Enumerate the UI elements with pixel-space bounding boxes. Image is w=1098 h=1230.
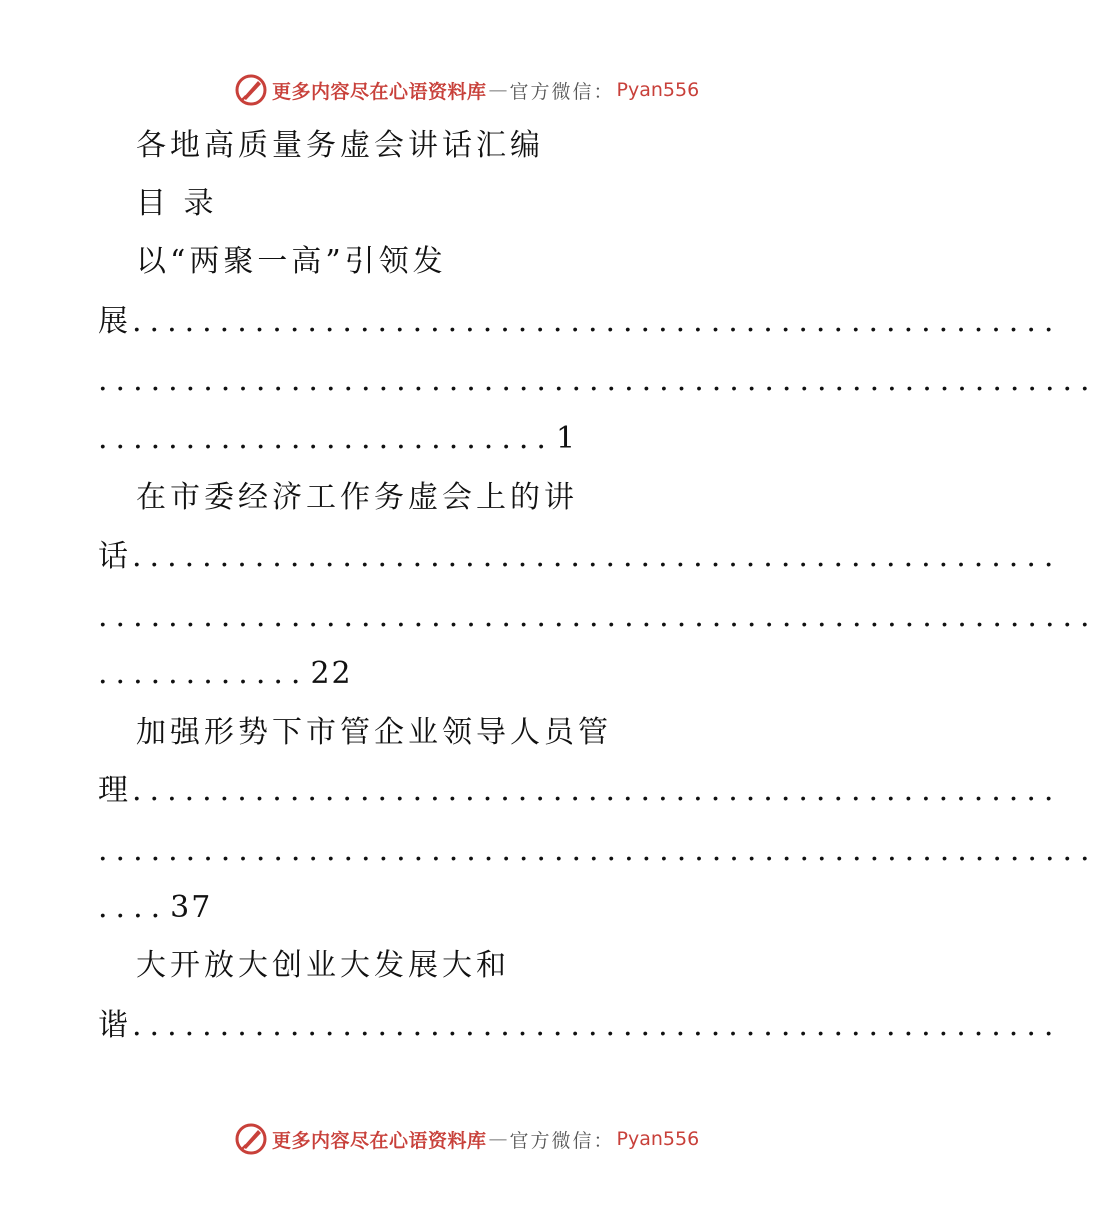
toc-entry-2-title[interactable]: 在市委经济工作务虚会上的讲 — [136, 480, 578, 515]
toc-heading: 目 录 — [136, 186, 218, 221]
toc-entry-3-page[interactable]: 37 — [170, 890, 213, 925]
toc-entry-2-last-char: 话 — [98, 539, 128, 574]
toc-entry-3-leader: 理 ..................................................... — [98, 773, 1062, 808]
banner-wechat-label: 官方微信： — [509, 80, 615, 103]
toc-entry-3-title[interactable]: 加强形势下市管企业领导人员管 — [136, 715, 612, 750]
banner-text: 更多内容尽在心语资料库 — [272, 80, 487, 103]
toc-entry-1-leader: 展 ..................................................... — [98, 304, 1062, 339]
toc-entry-2-leader-end: ............22 — [98, 656, 353, 691]
banner-wechat-label: 官方微信： — [509, 1129, 615, 1152]
quill-logo-icon — [234, 1122, 268, 1156]
toc-entry-2-leader: 话 ..................................................... — [98, 539, 1062, 574]
toc-entry-3-leader-end: ....37 — [98, 890, 213, 925]
toc-entry-2-leader-cont: ......................................................... — [98, 599, 1098, 634]
toc-entry-1-page[interactable]: 1 — [555, 421, 578, 456]
banner-wechat-id: Pyan556 — [616, 79, 700, 101]
quill-logo-icon — [234, 73, 268, 107]
banner-text: 更多内容尽在心语资料库 — [272, 1129, 487, 1152]
header-banner — [234, 72, 699, 108]
toc-entry-4-title[interactable]: 大开放大创业大发展大和 — [136, 948, 510, 983]
toc-entry-2-page[interactable]: 22 — [310, 656, 353, 691]
banner-wechat-id: Pyan556 — [616, 1128, 700, 1150]
toc-entry-3-leader-cont: ......................................................... — [98, 833, 1098, 868]
footer-banner — [234, 1121, 699, 1157]
banner-separator: — — [488, 1128, 508, 1150]
toc-entry-3-last-char: 理 — [98, 773, 128, 808]
toc-entry-4-leader: 谐 ..................................................... — [98, 1008, 1062, 1043]
banner-separator: — — [488, 79, 508, 101]
toc-entry-4-last-char: 谐 — [98, 1008, 128, 1043]
document-title: 各地高质量务虚会讲话汇编 — [136, 128, 544, 163]
toc-entry-1-title[interactable]: 以“两聚一高”引领发 — [136, 244, 447, 279]
toc-entry-1-leader-cont: ......................................................... — [98, 363, 1098, 398]
toc-entry-1-leader-end: ..........................1 — [98, 421, 578, 456]
toc-entry-1-last-char: 展 — [98, 304, 128, 339]
